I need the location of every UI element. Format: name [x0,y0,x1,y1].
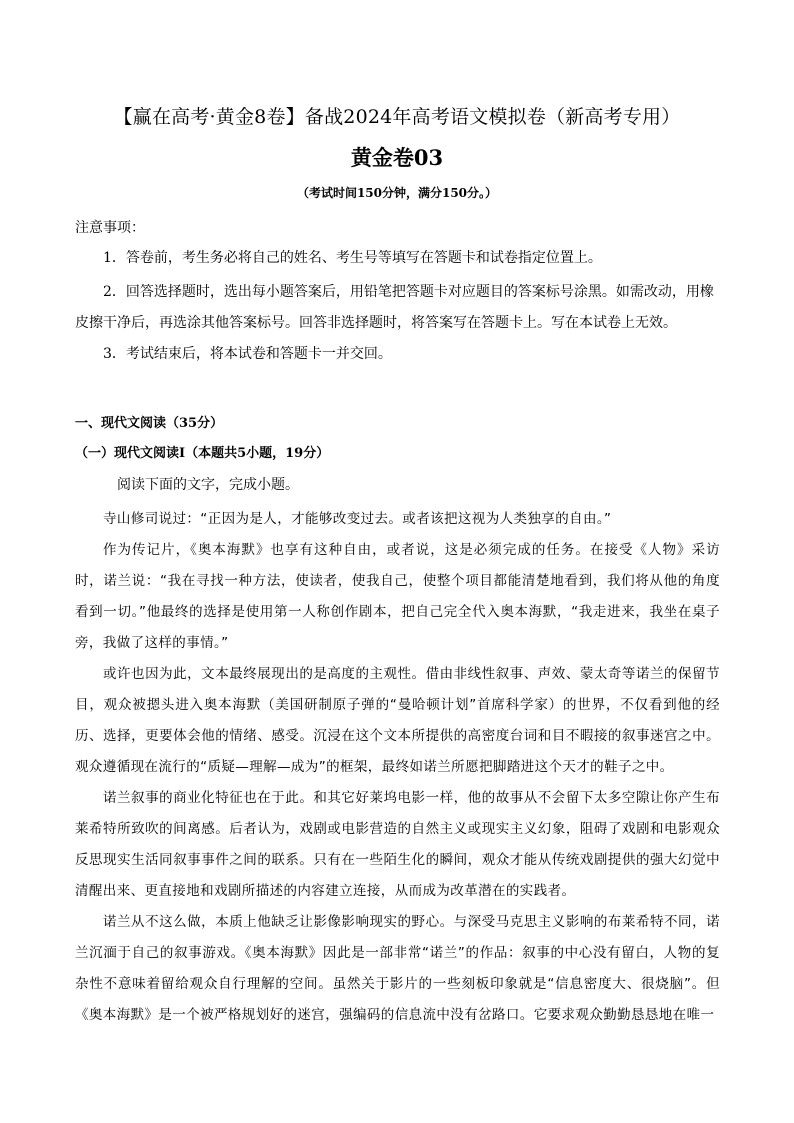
note-item: 2．回答选择题时，选出每小题答案后，用铅笔把答题卡对应题目的答案标号涂黑。如需改动，用橡皮擦干净后，再选涂其他答案标号。回答非选择题时，将答案写在答题卡上。写在本试卷上无效。 [75,284,714,331]
exam-paper-title: 黄金卷03 [350,145,444,170]
exam-time-note: （考试时间150分钟，满分150分。） [296,186,498,200]
passage-paragraph: 或许也因为此，文本最终展现出的是高度的主观性。借由非线性叙事、声效、蒙太奇等诺兰的保留节目，观众被摁头进入奥本海默（美国研制原子弹的“曼哈顿计划”首席科学家）的世界，不仅看到他的经历、选择，更要体会他的情绪、感受。沉浸在这个文本所提供的高密度台词和目不暇接的叙事迷宫之中。观众遵循现在流行的“质疑—理解—成为”的框架，最终如诺兰所愿把脚踏进这个天才的鞋子之中。 [75,666,720,775]
notes-heading: 注意事项： [75,220,145,236]
note-item: 1．答卷前，考生务必将自己的姓名、考生号等填写在答题卡和试卷指定位置上。 [103,250,602,266]
passage-paragraph: 寺山修司说过：“正因为是人，才能够改变过去。或者该把这视为人类独享的自由。” [103,511,612,527]
passage-paragraph: 诺兰从不这么做，本质上他缺乏让影像影响现实的野心。与深受马克思主义影响的布莱希特不同，诺兰沉湎于自己的叙事游戏。《奥本海默》因此是一部非常“诺兰”的作品：叙事的中心没有留白，人物的复杂性不意味着留给观众自行理解的空间。虽然关于影片的一些刻板印象就是“信息密度大、很烧脑”。但《奥本海默》是一个被严格规划好的迷宫，强编码的信息流中没有岔路口。它要求观众勤勤恳恳地在唯一 [75,914,720,1023]
passage-paragraph: 作为传记片，《奥本海默》也享有这种自由，或者说，这是必须完成的任务。在接受《人物》采访时，诺兰说：“我在寻找一种方法，使读者，使我自己，使整个项目都能清楚地看到，我们将从他的角度看到一切。”他最终的选择是使用第一人称创作剧本，把自己完全代入奥本海默，“我走进来，我坐在桌子旁，我做了这样的事情。” [75,542,720,651]
reading-passage [75,504,720,1031]
section-heading: 一、现代文阅读（35分） [75,416,224,431]
subsection-heading: （一）现代文阅读Ⅰ（本题共5小题，19分） [75,446,330,461]
note-item: 3．考试结束后，将本试卷和答题卡一并交回。 [103,346,392,362]
passage-paragraph: 诺兰叙事的商业化特征也在于此。和其它好莱坞电影一样，他的故事从不会留下太多空隙让你产生布莱希特所致吹的间离感。后者认为，戏剧或电影营造的自然主义或现实主义幻象，阻碍了戏剧和电影观众反思现实生活同叙事事件之间的联系。只有在一些陌生化的瞬间，观众才能从传统戏剧提供的强大幻觉中清醒出来、更直接地和戏剧所描述的内容建立连接，从而成为改革潜在的实践者。 [75,790,720,899]
exam-series-title: 【赢在高考·黄金8卷】备战2024年高考语文模拟卷（新高考专用） [113,106,681,128]
reading-instruction: 阅读下面的文字，完成小题。 [117,477,299,493]
